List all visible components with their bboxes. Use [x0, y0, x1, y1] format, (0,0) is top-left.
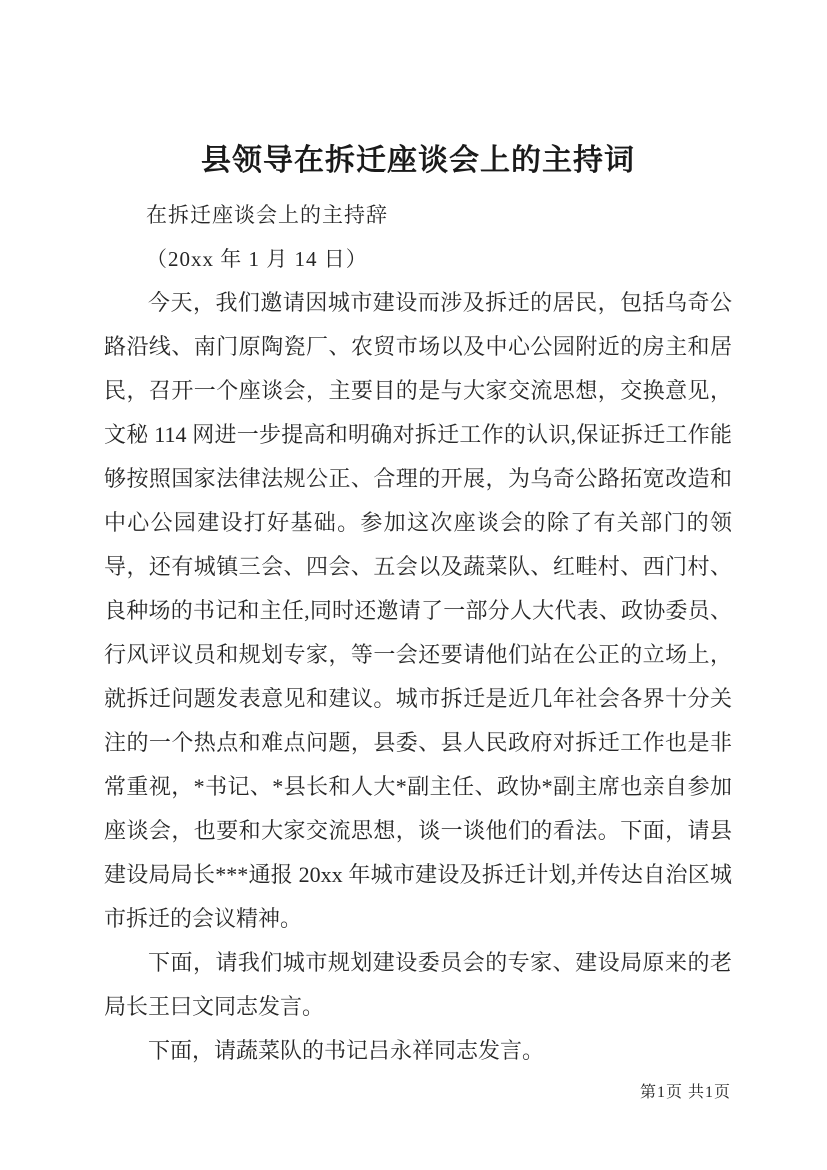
document-title: 县领导在拆迁座谈会上的主持词	[201, 144, 635, 177]
page-number-footer: 第1页 共1页	[639, 1084, 731, 1101]
paragraph: 今天，我们邀请因城市建设而涉及拆迁的居民，包括乌奇公路沿线、南门原陶瓷厂、农贸市场以及中心公园附近的房主和居民，召开一个座谈会，主要目的是与大家交流思想，交换意见，文秘 114 网进一步提高和明确对拆迁工作的认识,保证拆迁工作能够按照国家法律法规公正、合理的开展，为乌奇公路拓宽改造和中心公园建设打好基础。参加这次座谈会的除了有关部门的领导，还有城镇三会、四会、五会以及蔬菜队、红畦村、西门村、良种场的书记和主任,同时还邀请了一部分人大代表、政协委员、行风评议员和规划专家，等一会还要请他们站在公正的立场上，就拆迁问题发表意见和建议。城市拆迁是近几年社会各界十分关注的一个热点和难点问题，县委、县人民政府对拆迁工作也是非常重视，*书记、*县长和人大*副主任、政协*副主席也亲自参加座谈会，也要和大家交流思想，谈一谈他们的看法。下面，请县建设局局长***通报 20xx 年城市建设及拆迁计划,并传达自治区城市拆迁的会议精神。	[104, 290, 732, 931]
document-date: （20xx 年 1 月 14 日）	[146, 247, 368, 271]
paragraph: 下面，请蔬菜队的书记吕永祥同志发言。	[148, 1038, 545, 1063]
document-subtitle: 在拆迁座谈会上的主持辞	[146, 203, 388, 227]
paragraph: 下面，请我们城市规划建设委员会的专家、建设局原来的老局长王曰文同志发言。	[104, 950, 732, 1019]
document-body	[104, 138, 732, 1073]
